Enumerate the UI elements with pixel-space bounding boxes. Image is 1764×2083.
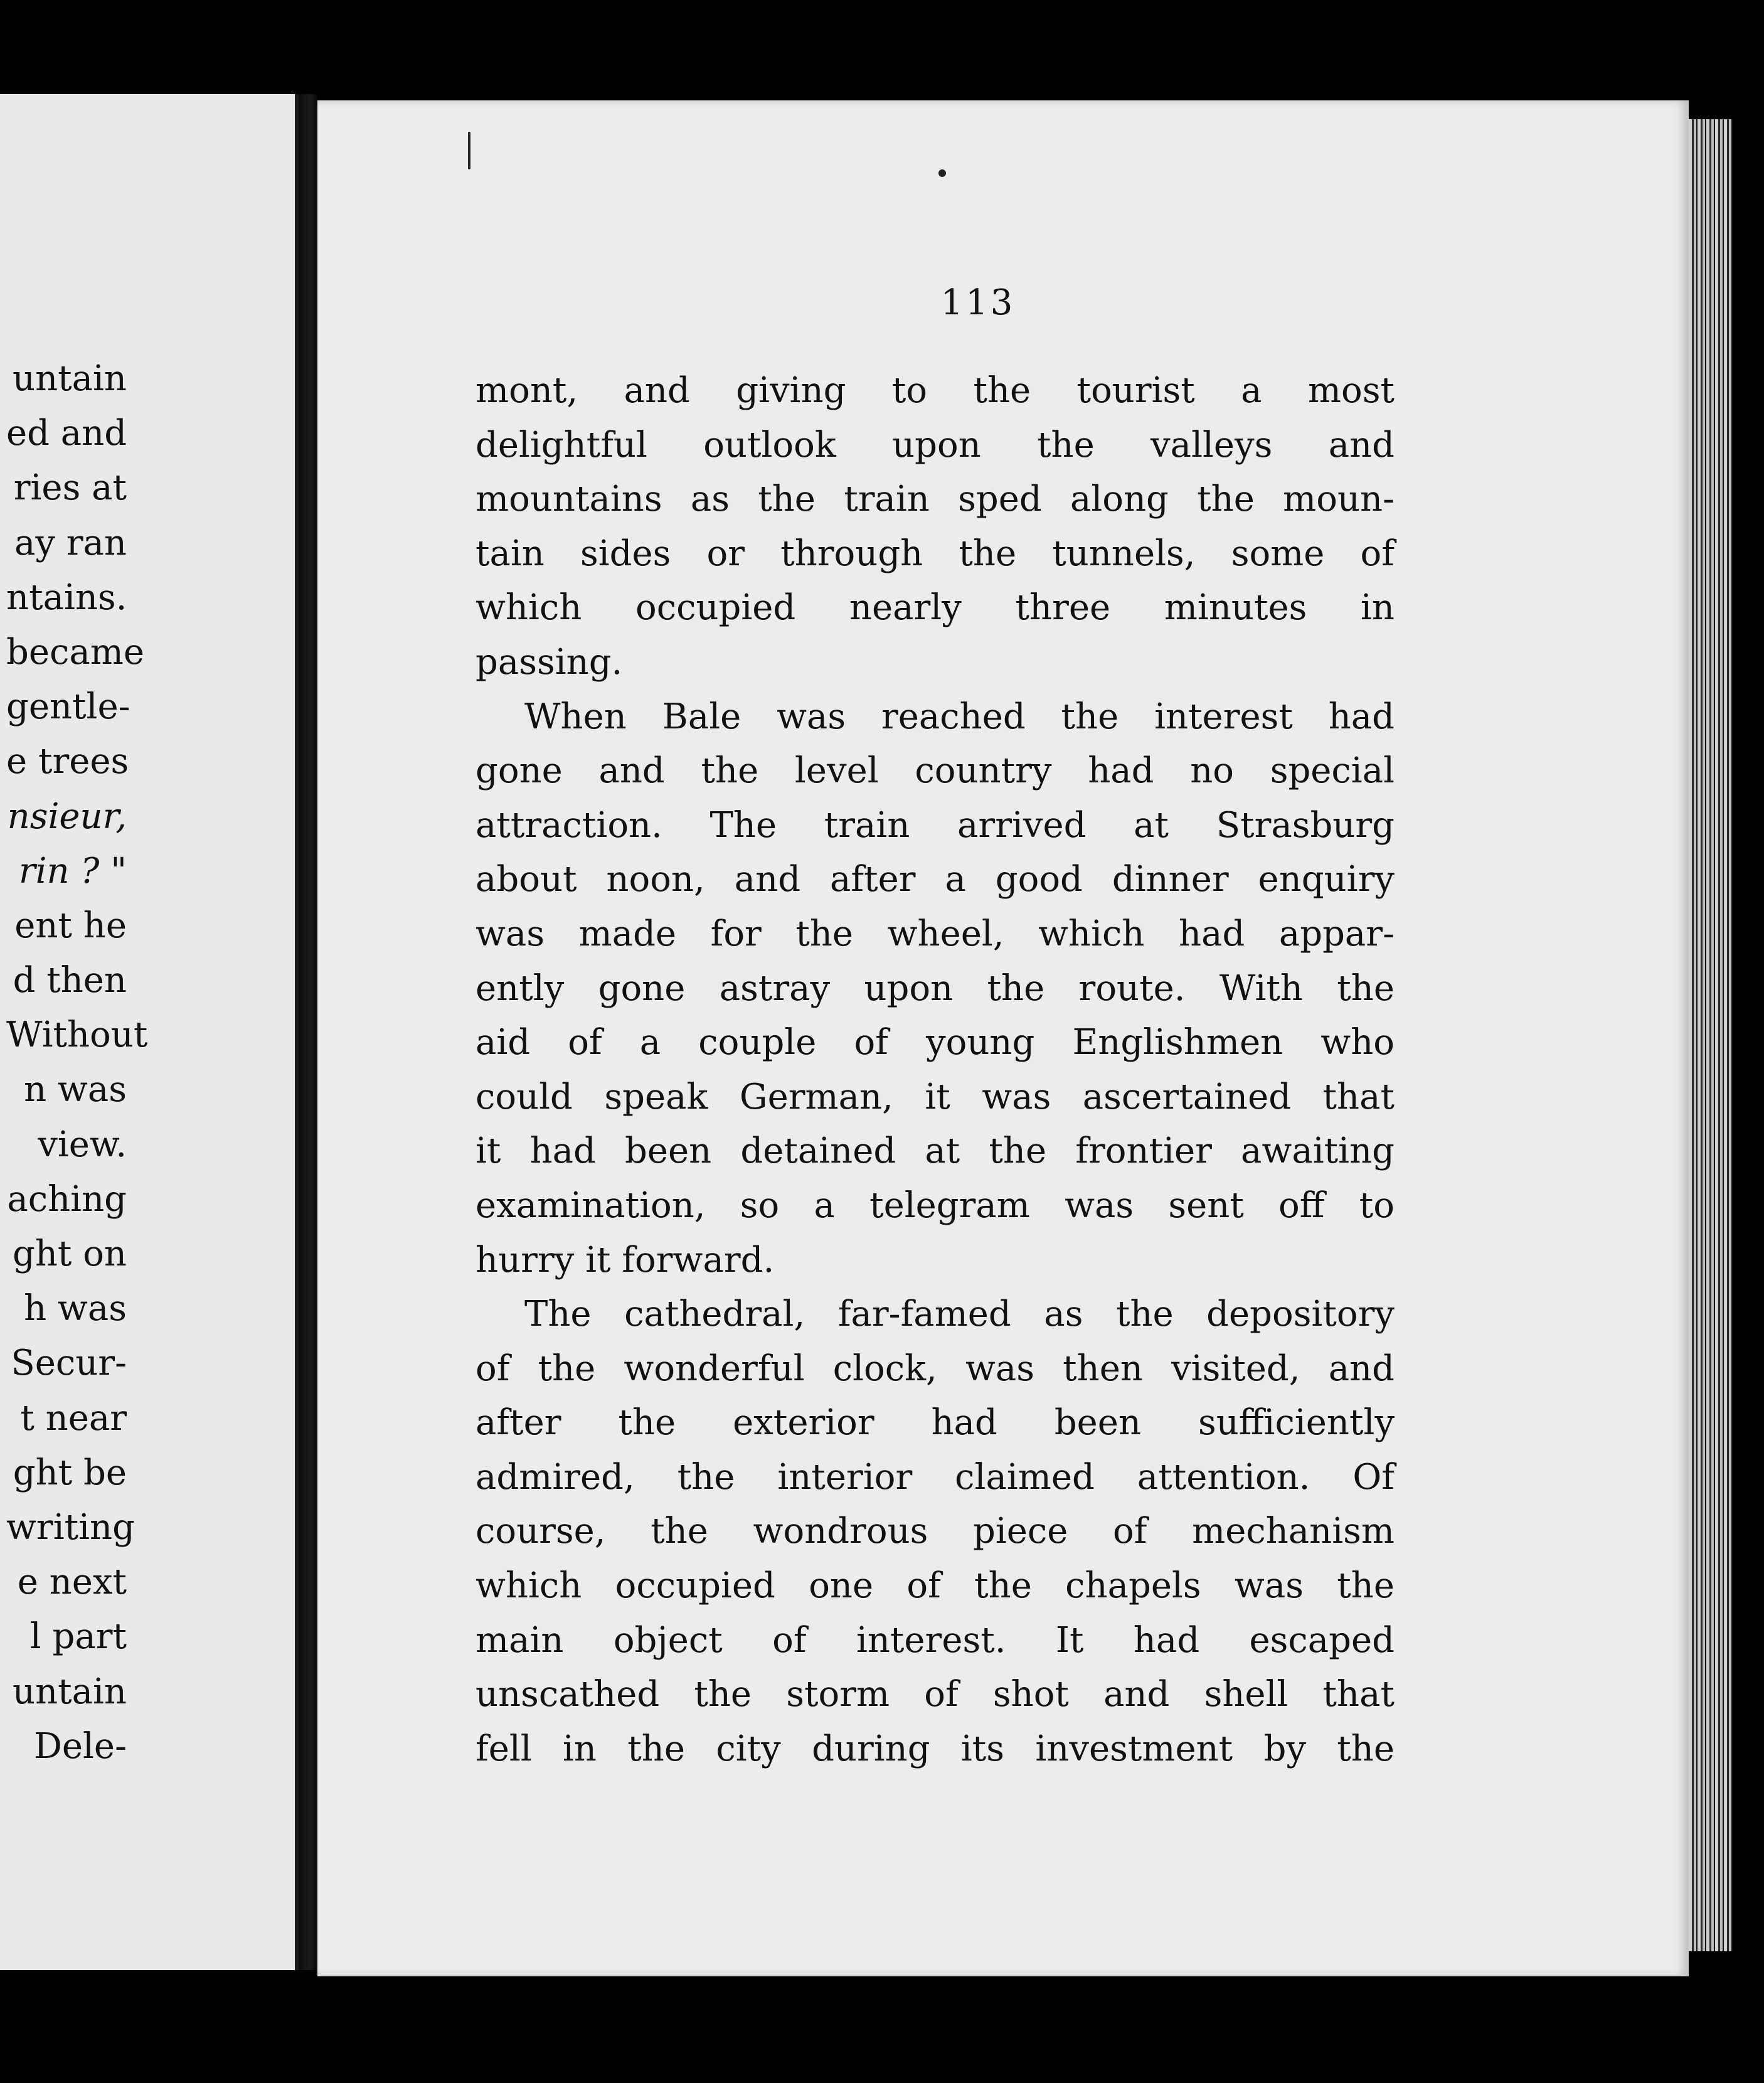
left-line: untain [13, 358, 127, 399]
left-line: Dele- [33, 1725, 127, 1767]
text-line: delightful outlook upon the valleys and [476, 424, 1395, 466]
text-line: examination, so a telegram was sent off to [476, 1185, 1395, 1226]
text-line: unscathed the storm of shot and shell that [476, 1674, 1395, 1715]
body-text [476, 364, 1395, 1776]
left-line: view. [38, 1124, 127, 1165]
left-line: ent he [14, 905, 127, 946]
text-line: ently gone astray upon the route. With the [476, 967, 1395, 1009]
text-line: hurry it forward. [476, 1239, 775, 1281]
left-page-text [6, 351, 295, 1774]
right-page [317, 100, 1689, 1976]
scan-speck [468, 132, 470, 169]
left-line: ed and [6, 413, 127, 454]
text-line: course, the wondrous piece of mechanism [476, 1511, 1395, 1552]
paragraph [476, 690, 1395, 1288]
left-line: l part [29, 1616, 127, 1658]
left-line: aching [7, 1178, 127, 1220]
text-line: aid of a couple of young Englishmen who [476, 1022, 1395, 1063]
left-line: untain [13, 1671, 127, 1712]
page-number: 113 [940, 282, 1016, 323]
left-line: e trees [6, 741, 129, 782]
left-line: rin ? " [18, 850, 127, 892]
text-line: of the wonderful clock, was then visited, and [476, 1348, 1395, 1389]
text-line: mountains as the train sped along the moun- [476, 479, 1395, 520]
text-line: could speak German, it was ascertained that [476, 1076, 1395, 1117]
text-line: attraction. The train arrived at Strasburg [476, 804, 1395, 846]
left-line: Secur- [11, 1343, 127, 1384]
left-line: ntains. [6, 577, 127, 618]
left-line: gentle- [6, 686, 130, 728]
left-line: h was [24, 1288, 127, 1329]
left-line: ght be [13, 1452, 127, 1493]
left-line: d then [13, 960, 127, 1001]
text-line: fell in the city during its investment by the [476, 1728, 1395, 1769]
text-line: The cathedral, far-famed as the depository [524, 1294, 1395, 1335]
left-line: ght on [13, 1233, 127, 1274]
left-line: n was [24, 1069, 127, 1111]
left-line: e next [17, 1562, 127, 1603]
text-line: gone and the level country had no special [476, 750, 1395, 792]
page-edges [1689, 119, 1733, 1951]
left-line: Without [6, 1015, 148, 1056]
text-line: after the exterior had been sufficiently [476, 1402, 1395, 1444]
text-line: which occupied one of the chapels was the [476, 1565, 1395, 1607]
left-line: nsieur, [7, 796, 127, 837]
text-line: it had been detained at the frontier awaiting [476, 1131, 1395, 1172]
text-line: which occupied nearly three minutes in [476, 587, 1395, 629]
paragraph [476, 1287, 1395, 1776]
text-line: tain sides or through the tunnels, some of [476, 533, 1395, 574]
book-gutter [299, 94, 317, 1970]
left-line: became [6, 631, 144, 673]
left-line: t near [20, 1397, 127, 1439]
scan-speck [938, 169, 946, 177]
text-line: about noon, and after a good dinner enquiry [476, 859, 1395, 900]
text-line: passing. [476, 641, 623, 683]
text-line: mont, and giving to the tourist a most [476, 370, 1395, 411]
text-line: main object of interest. It had escaped [476, 1619, 1395, 1661]
paragraph [476, 364, 1395, 690]
text-line: When Bale was reached the interest had [524, 696, 1395, 737]
left-page [0, 94, 299, 1970]
text-line: was made for the wheel, which had appar- [476, 913, 1395, 954]
left-line: ries at [13, 467, 127, 509]
left-line: ay ran [14, 522, 127, 563]
left-line: writing [6, 1506, 135, 1548]
text-line: admired, the interior claimed attention. Of [476, 1456, 1395, 1498]
